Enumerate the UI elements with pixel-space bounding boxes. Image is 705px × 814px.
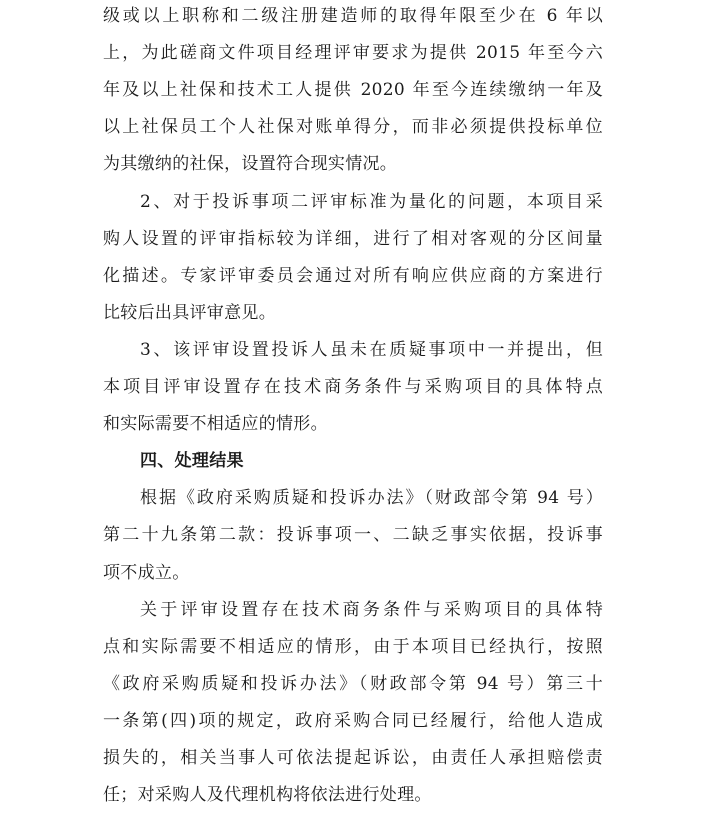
section-heading: 四、处理结果 [140,451,244,472]
text-line: 3、该评审设置投诉人虽未在质疑事项中一并提出，但 [140,339,603,360]
text-line: 根据《政府采购质疑和投诉办法》（财政部令第 94 号） [140,488,603,509]
text-line: 《政府采购质疑和投诉办法》（财政部令第 94 号）第三十 [103,673,603,694]
text-line: 任；对采购人及代理机构将依法进行处理。 [103,785,432,806]
text-line: 化描述。专家评审委员会通过对所有响应供应商的方案进行 [103,265,603,286]
text-line: 项不成立。 [103,562,190,583]
text-line: 年及以上社保和技术工人提供 2020 年至今连续缴纳一年及 [103,80,603,101]
text-line: 上，为此磋商文件项目经理评审要求为提供 2015 年至今六 [103,43,603,64]
text-line: 比较后出具评审意见。 [103,302,276,323]
text-line: 本项目评审设置存在技术商务条件与采购项目的具体特点 [103,377,603,397]
text-line: 级或以上职称和二级注册建造师的取得年限至少在 6 年以 [103,6,603,26]
text-line: 关于评审设置存在技术商务条件与采购项目的具体特 [140,599,603,620]
text-line: 点和实际需要不相适应的情形，由于本项目已经执行，按照 [103,636,603,657]
text-line: 购人设置的评审指标较为详细，进行了相对客观的分区间量 [103,228,603,249]
text-line: 以上社保员工个人社保对账单得分，而非必须提供投标单位 [103,117,603,138]
text-line: 为其缴纳的社保，设置符合现实情况。 [103,154,398,175]
text-line: 和实际需要不相适应的情形。 [103,414,328,435]
text-line: 一条第(四)项的规定，政府采购合同已经履行，给他人造成 [103,710,603,731]
text-line: 第二十九条第二款：投诉事项一、二缺乏事实依据，投诉事 [103,525,603,546]
text-line: 2、对于投诉事项二评审标准为量化的问题，本项目采 [140,191,603,212]
text-line: 损失的，相关当事人可依法提起诉讼，由责任人承担赔偿责 [103,748,603,768]
